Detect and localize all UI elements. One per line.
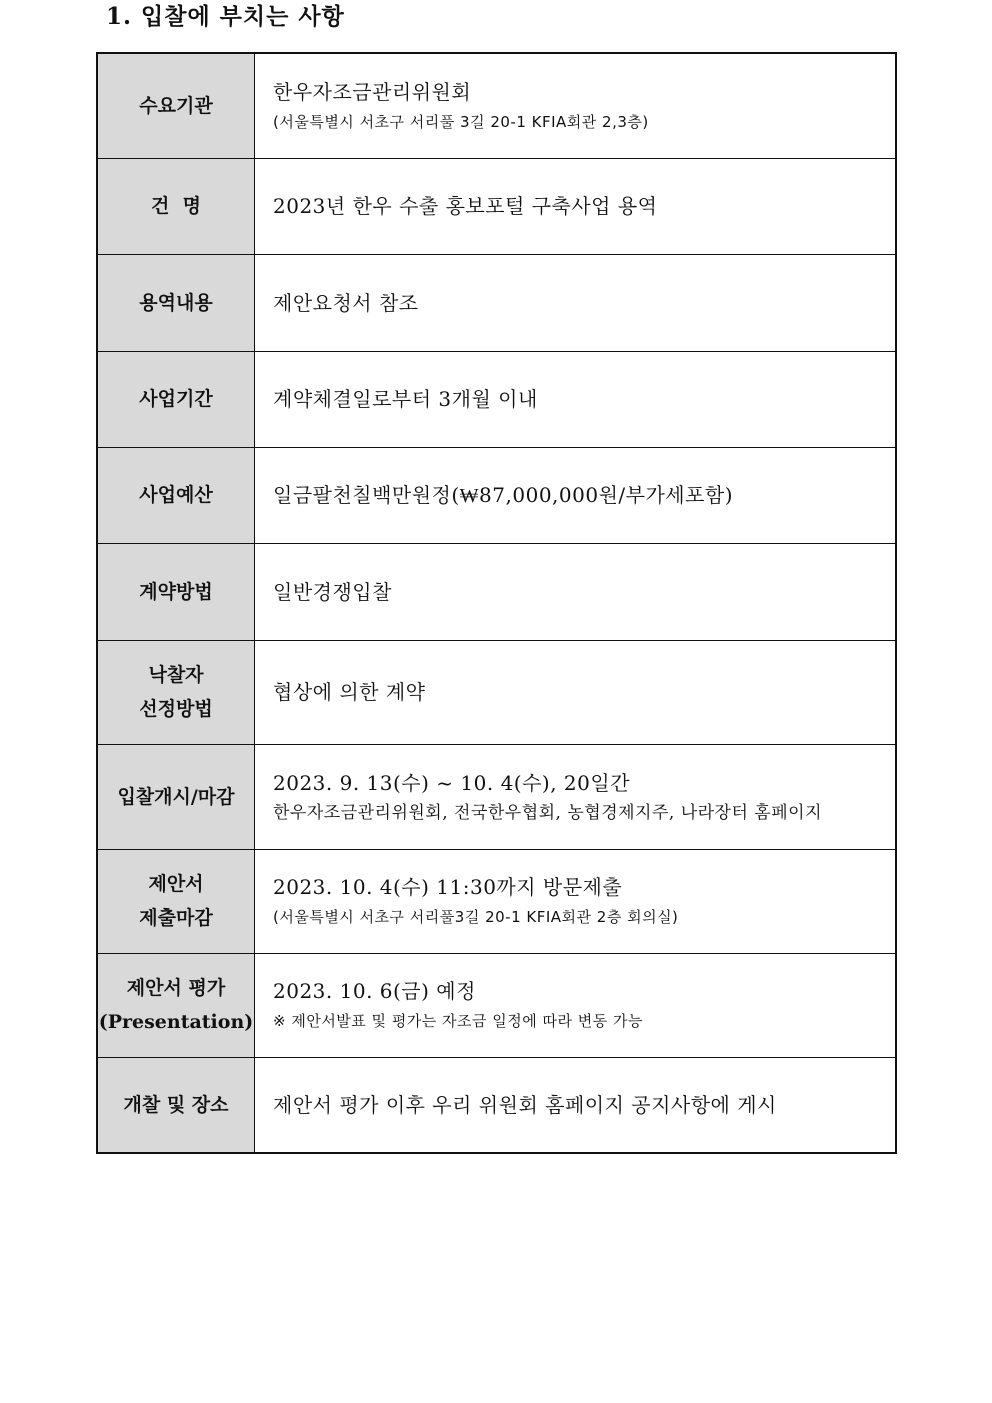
row-value (255, 351, 897, 447)
value-main: 제안요청서 참조 (273, 290, 419, 315)
row-label (97, 640, 255, 744)
table-row (97, 53, 896, 158)
row-value (255, 543, 897, 640)
value-main: 계약체결일로부터 3개월 이내 (273, 387, 538, 411)
section-heading: 1. 입찰에 부치는 사항 (106, 3, 345, 30)
label-line: 선정방법 (139, 698, 213, 720)
row-value (255, 744, 897, 849)
row-value (255, 447, 897, 543)
value-main: 2023. 9. 13(수) ~ 10. 4(수), 20일간 (273, 770, 631, 795)
value-main: 협상에 의한 계약 (273, 680, 426, 704)
row-label (97, 351, 255, 447)
row-label (97, 158, 255, 254)
label-line: 입찰개시/마감 (117, 785, 235, 808)
table-row (97, 640, 896, 744)
row-value (255, 254, 897, 351)
label-line: 낙찰자 (148, 664, 204, 686)
label-line: 사업예산 (139, 484, 213, 506)
label-line: 제안서 (148, 873, 204, 895)
row-label (97, 849, 255, 953)
table-row (97, 953, 896, 1057)
bid-info-table (96, 52, 897, 1154)
label-line: 건 명 (151, 195, 201, 217)
value-main: 2023. 10. 4(수) 11:30까지 방문제출 (273, 875, 623, 899)
table-row (97, 1057, 896, 1153)
value-sub: (서울특별시 서초구 서리풀3길 20-1 KFIA회관 2층 회의실) (273, 908, 679, 926)
row-value (255, 953, 897, 1057)
row-label (97, 1057, 255, 1153)
row-value (255, 849, 897, 953)
row-label (97, 53, 255, 158)
table-row (97, 158, 896, 254)
label-line: 용역내용 (139, 291, 213, 314)
row-label (97, 447, 255, 543)
value-sub: 한우자조금관리위원회, 전국한우협회, 농협경제지주, 나라장터 홈페이지 (273, 802, 822, 823)
table-row (97, 254, 896, 351)
value-main: 일금팔천칠백만원정(₩87,000,000원/부가세포함) (273, 483, 734, 507)
row-value (255, 1057, 897, 1153)
row-label (97, 543, 255, 640)
table-row (97, 351, 896, 447)
value-sub: (서울특별시 서초구 서리풀 3길 20-1 KFIA회관 2,3층) (273, 112, 649, 131)
row-label (97, 953, 255, 1057)
row-value (255, 640, 897, 744)
label-line: 수요기관 (139, 94, 213, 117)
value-sub: ※ 제안서발표 및 평가는 자조금 일정에 따라 변동 가능 (273, 1012, 644, 1030)
value-main: 2023년 한우 수출 홍보포털 구축사업 용역 (273, 194, 658, 218)
label-line: 제안서 평가 (126, 977, 226, 999)
row-label (97, 254, 255, 351)
value-main: 2023. 10. 6(금) 예정 (273, 979, 476, 1003)
label-line: 개찰 및 장소 (123, 1093, 229, 1116)
table-row (97, 744, 896, 849)
value-main: 일반경쟁입찰 (273, 579, 392, 604)
label-line: (Presentation) (98, 1011, 254, 1033)
table-row (97, 849, 896, 953)
label-line: 계약방법 (139, 580, 213, 603)
label-line: 제출마감 (139, 907, 213, 929)
label-line: 사업기간 (139, 388, 213, 410)
table-row (97, 447, 896, 543)
row-value (255, 53, 897, 158)
value-main: 제안서 평가 이후 우리 위원회 홈페이지 공지사항에 게시 (273, 1092, 777, 1117)
row-value (255, 158, 897, 254)
table-row (97, 543, 896, 640)
row-label (97, 744, 255, 849)
value-main: 한우자조금관리위원회 (273, 79, 472, 104)
